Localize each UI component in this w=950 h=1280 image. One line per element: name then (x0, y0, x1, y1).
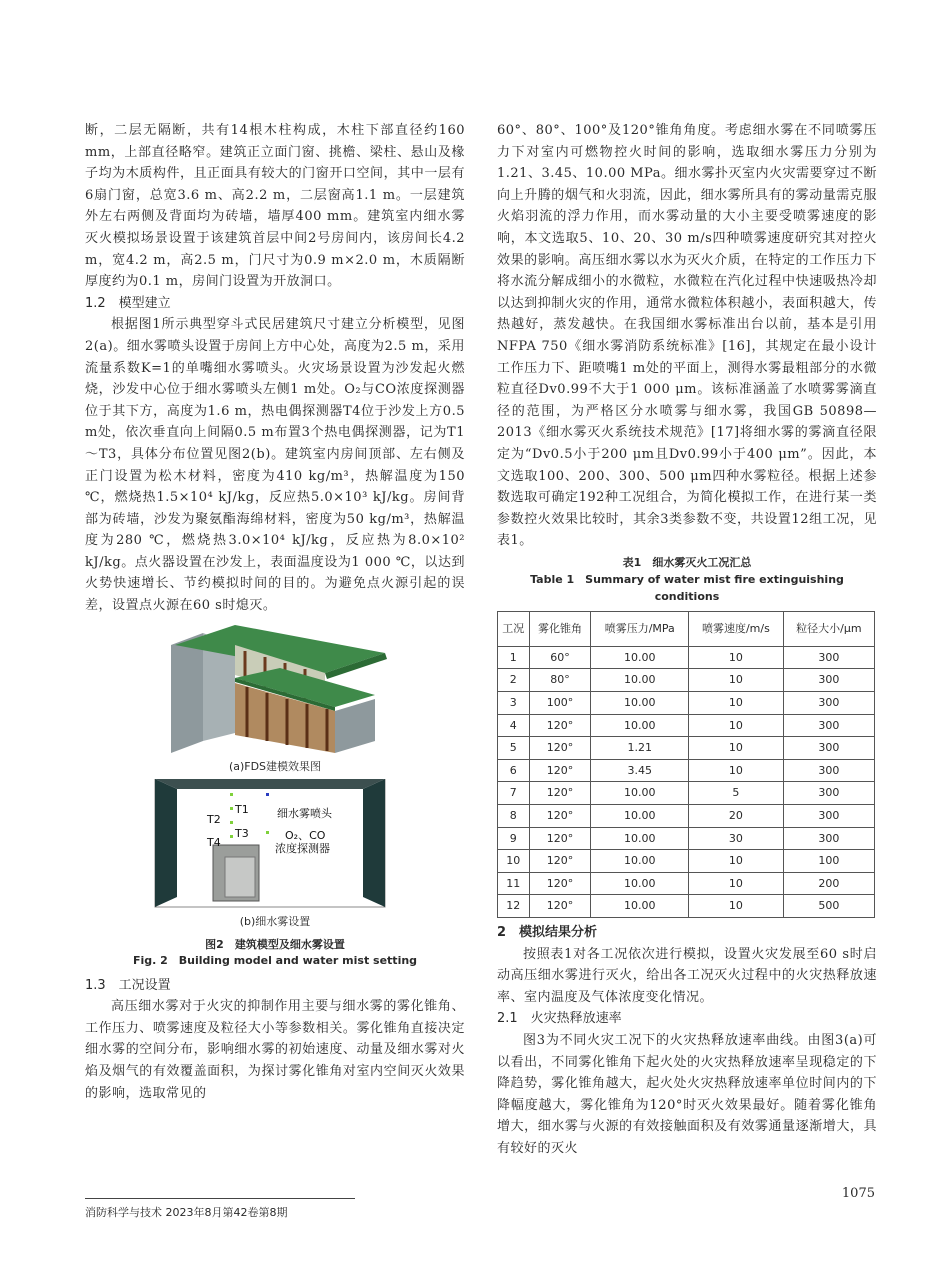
section-heading-2-1: 2.1 火灾热释放速率 (497, 1011, 622, 1027)
table-cell: 9 (498, 827, 530, 850)
table-cell: 30 (689, 827, 784, 850)
table-header-cell: 雾化锥角 (529, 611, 591, 646)
table-cell: 10 (689, 872, 784, 895)
left-column (85, 120, 465, 1104)
figure-2b (85, 779, 465, 937)
paragraph: 图3为不同火灾工况下的火灾热释放速率曲线。由图3(a)可以看出，不同雾化锥角下起火处的火灾热释放速率呈现稳定的下降趋势，雾化锥角越大，起火处火灾热释放速率单位时间内的下降幅度越大，雾化锥角为120°时灭火效果最好。随着雾化锥角增大，细水雾与火源的有效接触面积及有效雾通量逐渐增大，具有较好的灭火 (497, 1032, 877, 1156)
table-cell: 3.45 (591, 759, 689, 782)
table-cell: 7 (498, 782, 530, 805)
table-cell: 120° (529, 737, 591, 760)
table-row (498, 714, 875, 737)
table-cell: 300 (783, 714, 874, 737)
table-cell: 20 (689, 805, 784, 828)
building-model-image (85, 623, 465, 763)
table-cell: 300 (783, 827, 874, 850)
table-cell: 10.00 (591, 827, 689, 850)
label-t2: T2 (207, 812, 221, 826)
table-row (498, 782, 875, 805)
table-cell: 10 (689, 895, 784, 918)
table-cell: 300 (783, 759, 874, 782)
paragraph: 按照表1对各工况依次进行模拟，设置火灾发展至60 s时启动高压细水雾进行灭火，给出各工况灭火过程中的火灾热释放速率、室内温度及气体浓度变化情况。 (497, 946, 877, 1005)
table-cell: 10 (689, 737, 784, 760)
table-body (498, 646, 875, 917)
table-cell: 120° (529, 782, 591, 805)
table-cell: 10 (498, 850, 530, 873)
table-cell: 60° (529, 646, 591, 669)
figure-2b-caption: (b)细水雾设置 (239, 914, 311, 928)
table-1-caption-en: Table 1 Summary of water mist fire extinguishing conditions (530, 572, 844, 603)
table-cell: 300 (783, 782, 874, 805)
footer-rule (85, 1198, 355, 1199)
label-detector-line1: O₂、CO (285, 828, 326, 842)
table-cell: 10 (689, 646, 784, 669)
paragraph: 断，二层无隔断，共有14根木柱构成，木柱下部直径约160 mm，上部直径略窄。建筑正立面门窗、挑檐、梁柱、悬山及椽子均为木质构件，且正面具有较大的门窗开口空间，其中一层有6扇门窗，总宽3.6 m、高2.2 m，二层窗高1.1 m。一层建筑外左右两侧及背面均为砖墙，墙厚400 mm。建筑室内细水雾灭火模拟场景设置于该建筑首层中间2号房间内，该房间长4.2 m，宽4.2 m，高2.5 m，门尺寸为0.9 m×2.0 m，木质隔断厚度约为0.1 m，房间门设置为开放洞口。 (85, 123, 465, 290)
section-heading-2: 2 模拟结果分析 (497, 925, 598, 940)
table-cell: 200 (783, 872, 874, 895)
table-cell: 300 (783, 669, 874, 692)
section-heading-1-3: 1.3 工况设置 (85, 977, 171, 993)
journal-name: 消防科学与技术 2023年8月第42卷第8期 (85, 1206, 288, 1219)
section-heading-1-2: 1.2 模型建立 (85, 295, 171, 311)
table-cell: 10.00 (591, 805, 689, 828)
table-1-caption-cn: 表1 细水雾灭火工况汇总 (622, 555, 752, 569)
table-cell: 1.21 (591, 737, 689, 760)
table-header-cell: 工况 (498, 611, 530, 646)
table-cell: 10 (689, 714, 784, 737)
table-cell: 300 (783, 737, 874, 760)
table-cell: 120° (529, 759, 591, 782)
table-row (498, 646, 875, 669)
figure-2a-caption: (a)FDS建模效果图 (228, 759, 322, 773)
table-cell: 120° (529, 805, 591, 828)
table-cell: 4 (498, 714, 530, 737)
paragraph: 60°、80°、100°及120°锥角角度。考虑细水雾在不同喷雾压力下对室内可燃物控火时间的影响，选取细水雾压力分别为1.21、3.45、10.00 MPa。细水雾扑灭室内火灾需要穿过不断向上升腾的烟气和火羽流，因此，细水雾所具有的雾动量需克服火焰羽流的浮力作用，而水雾动量的大小主要受喷雾速度的影响，本文选取5、10、20、30 m/s四种喷雾速度研究其对控火效果的影响。高压细水雾以水为灭火介质，在特定的工作压力下将水流分解成细小的水微粒，水微粒在汽化过程中快速吸热冷却以达到抑制火灾的作用，通常水微粒体积越小，表面积越大，传热越好，蒸发越快。在我国细水雾标准出台以前，基本是引用NFPA 750《细水雾消防系统标准》[16]，其规定在最小设计工作压力下、距喷嘴1 m处的平面上，测得水雾最粗部分的水微粒直径Dv0.99不大于1 000 μm。该标准涵盖了水喷雾雾滴直径的范围，为严格区分水喷雾与细水雾，我国GB 50898—2013《细水雾灭火系统技术规范》[17]将细水雾的雾滴直径限定为“Dv0.5小于200 μm且Dv0.99小于400 μm”。因此，本文选取100、200、300、500 μm四种水雾粒径。根据上述参数选取可确定192种工况组合，为简化模拟工作，在进行某一类参数控火效果比较时，其余3类参数不变，共设置12组工况，见表1。 (497, 123, 877, 549)
table-cell: 10.00 (591, 872, 689, 895)
table-cell: 120° (529, 827, 591, 850)
label-t4: T4 (207, 835, 221, 849)
label-nozzle: 细水雾喷头 (277, 806, 332, 820)
label-t1: T1 (235, 802, 249, 816)
table-cell: 120° (529, 850, 591, 873)
paragraph: 根据图1所示典型穿斗式民居建筑尺寸建立分析模型，见图2(a)。细水雾喷头设置于房间上方中心处，高度为2.5 m，采用流量系数K=1的单嘴细水雾喷头。火灾场景设置为沙发起火燃烧，沙发中心位于细水雾喷头左侧1 m处。O₂与CO浓度探测器位于其下方，高度为1.6 m，热电偶探测器T4位于沙发上方0.5 m处，依次垂直向上间隔0.5 m布置3个热电偶探测器，记为T1～T3，具体分布位置见图2(b)。建筑室内房间顶部、左右侧及正门设置为松木材料，密度为410 kg/m³，热解温度为150 ℃，燃烧热1.5×10⁴ kJ/kg，反应热5.0×10³ kJ/kg。房间背部为砖墙，沙发为聚氨酯海绵材料，密度为50 kg/m³，热解温度为280 ℃，燃烧热3.0×10⁴ kJ/kg，反应热为8.0×10² kJ/kg。点火器设置在沙发上，表面温度设为1 000 ℃，以达到火势快速增长、节约模拟时间的目的。为避免点火源引起的误差，设置点火源在60 s时熄灭。 (85, 317, 465, 614)
table-cell: 12 (498, 895, 530, 918)
table-cell: 10 (689, 759, 784, 782)
table-cell: 120° (529, 714, 591, 737)
label-detector-line2: 浓度探测器 (275, 841, 330, 855)
table-row (498, 759, 875, 782)
table-row (498, 737, 875, 760)
table-row (498, 872, 875, 895)
table-row (498, 827, 875, 850)
page-number: 1075 (841, 1186, 875, 1201)
table-cell: 80° (529, 669, 591, 692)
table-cell: 10 (689, 850, 784, 873)
table-cell: 300 (783, 805, 874, 828)
table-cell: 10 (689, 669, 784, 692)
table-cell: 3 (498, 692, 530, 715)
table-cell: 100 (783, 850, 874, 873)
table-header-cell: 粒径大小/μm (783, 611, 874, 646)
label-t3: T3 (235, 826, 249, 840)
paragraph: 高压细水雾对于火灾的抑制作用主要与细水雾的雾化锥角、工作压力、喷雾速度及粒径大小等参数相关。雾化锥角直接决定细水雾的空间分布，影响细水雾的初始速度、动量及细水雾对火焰及烟气的有效覆盖面积，为探讨雾化锥角对室内空间灭火效果的影响，选取常见的 (85, 999, 465, 1101)
table-row (498, 692, 875, 715)
table-cell: 5 (689, 782, 784, 805)
table-cell: 8 (498, 805, 530, 828)
table-header-row (498, 611, 875, 646)
table-row (498, 805, 875, 828)
table-row (498, 850, 875, 873)
table-cell: 100° (529, 692, 591, 715)
right-column (497, 120, 877, 1160)
table-cell: 10.00 (591, 646, 689, 669)
table-cell: 10.00 (591, 714, 689, 737)
table-cell: 10.00 (591, 850, 689, 873)
table-cell: 5 (498, 737, 530, 760)
table-cell: 2 (498, 669, 530, 692)
table-cell: 300 (783, 646, 874, 669)
table-row (498, 669, 875, 692)
table-cell: 10.00 (591, 895, 689, 918)
table-cell: 10.00 (591, 669, 689, 692)
figure-2-caption-en: Fig. 2 Building model and water mist setting (132, 953, 418, 967)
table-header-cell: 喷雾速度/m/s (689, 611, 784, 646)
figure-2-caption-cn: 图2 建筑模型及细水雾设置 (205, 937, 345, 951)
table-cell: 120° (529, 872, 591, 895)
table-cell: 120° (529, 895, 591, 918)
table-row (498, 895, 875, 918)
table-header-cell: 喷雾压力/MPa (591, 611, 689, 646)
table-cell: 1 (498, 646, 530, 669)
table-cell: 10 (689, 692, 784, 715)
table-cell: 6 (498, 759, 530, 782)
table-1 (497, 611, 875, 918)
table-cell: 500 (783, 895, 874, 918)
figure-2a (85, 623, 465, 773)
table-cell: 300 (783, 692, 874, 715)
table-cell: 10.00 (591, 782, 689, 805)
table-cell: 11 (498, 872, 530, 895)
table-cell: 10.00 (591, 692, 689, 715)
